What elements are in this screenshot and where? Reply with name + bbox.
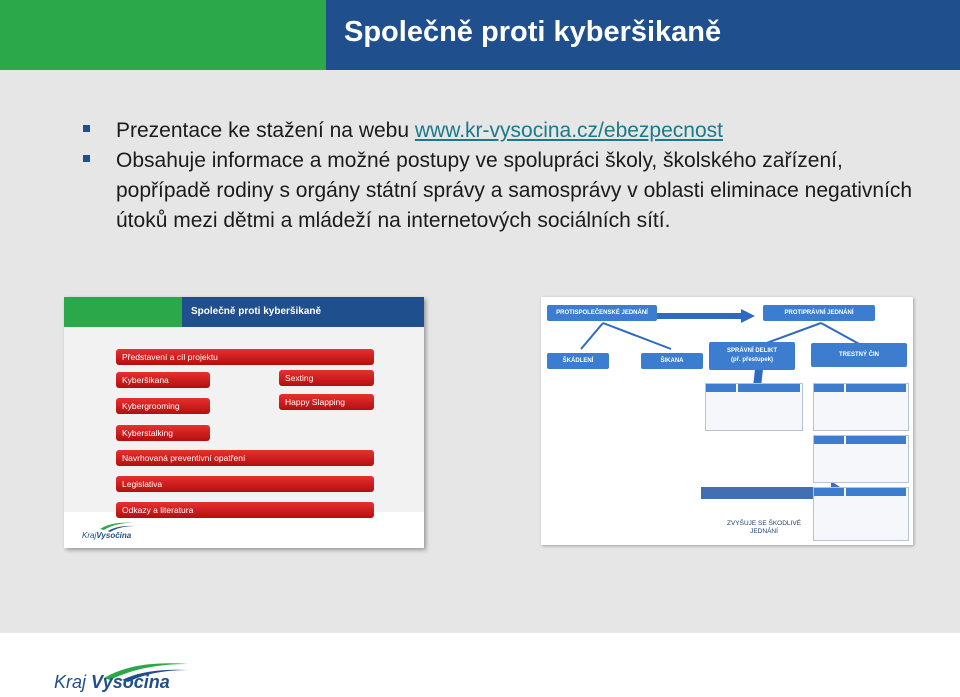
menu-button-prevention[interactable]: Navrhovaná preventivní opatření [116,450,374,466]
delikt-sublabel: (př. přestupek) [730,357,773,363]
box-spravni-delikt [709,342,795,370]
bullet-item [82,116,942,146]
diagram-thumbnail [541,297,913,545]
thumbnail-logo-text [82,531,131,540]
presentation-thumbnail [64,297,424,548]
menu-button-kybersikana[interactable]: Kyberšikana [116,372,210,388]
bullet-text: Prezentace ke stažení na webu [116,119,415,142]
menu-button-legislation[interactable]: Legislativa [116,476,374,492]
logo-light-text: Kraj [82,531,97,540]
table-block [813,383,909,431]
bottom-label-line2: JEDNÁNÍ [750,528,778,535]
table-header-cell [814,384,844,392]
table-header-cell [814,488,844,496]
table-block [813,435,909,483]
logo-bold-text: Vysočina [96,531,132,540]
menu-button-intro[interactable]: Představení a cíl projektu [116,349,374,365]
box-protipravni: PROTIPRÁVNÍ JEDNÁNÍ [763,305,875,321]
box-protispolecenske: PROTISPOLEČENSKÉ JEDNÁNÍ [547,305,657,321]
logo-light-text: Kraj [54,672,87,692]
menu-button-links[interactable]: Odkazy a literatura [116,502,374,518]
bullet-text: Obsahuje informace a možné postupy ve spolupráci školy, školského zařízení, popřípadě rodiny s orgány státní správy a samosprávy v oblasti eliminace negativních útoků mezi dětmi a mládeží na internetových sociálních sítí. [116,149,913,232]
thumbnail-title: Společně proti kyberšikaně [191,306,322,317]
table-header-cell [814,436,844,444]
table-block [813,487,909,541]
menu-button-sexting[interactable]: Sexting [279,370,374,386]
diagram-bottom-label [709,520,819,536]
table-header-cell [738,384,800,392]
bullet-list [82,116,942,236]
menu-button-happy-slapping[interactable]: Happy Slapping [279,394,374,410]
table-header-cell [846,436,906,444]
bottom-label-line1: ZVYŠUJE SE ŠKODLIVÉ [726,520,802,527]
table-block [705,383,803,431]
bullet-item [82,146,942,236]
bullet-square-icon [83,125,90,132]
logo-bold-text: Vysočina [91,672,170,692]
table-header-cell [846,488,906,496]
table-header-cell [706,384,736,392]
table-header-cell [846,384,906,392]
website-link[interactable]: www.kr-vysocina.cz/ebezpecnost [414,119,723,142]
thumbnail-header-green [64,297,182,327]
box-trestny-cin: TRESTNÝ ČIN [811,343,907,367]
menu-button-kyberstalking[interactable]: Kyberstalking [116,425,210,441]
slide-header [0,0,960,70]
thumbnail-header [64,297,424,327]
bullet-square-icon [83,155,90,162]
box-skodleni: ŠKÁDLENÍ [547,353,609,369]
header-green-band [0,0,326,70]
logo-text [54,672,170,693]
menu-button-kybergrooming[interactable]: Kybergrooming [116,398,210,414]
box-sikana: ŠIKANA [641,353,703,369]
kraj-vysocina-logo [54,660,184,696]
delikt-label: SPRÁVNÍ DELIKT [726,348,777,354]
slide-title: Společně proti kyberšikaně [344,16,722,48]
